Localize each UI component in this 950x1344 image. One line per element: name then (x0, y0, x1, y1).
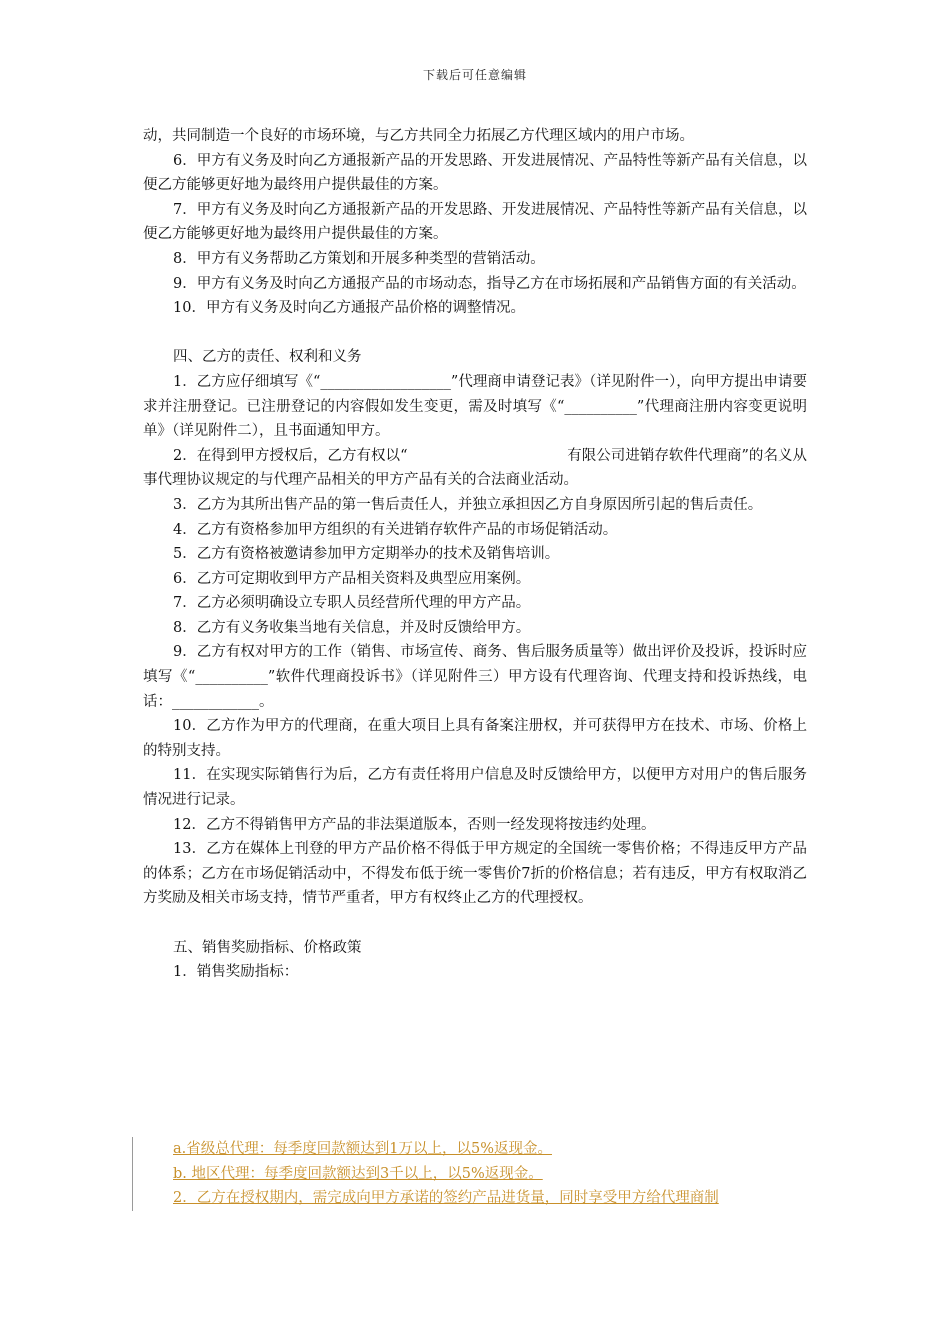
paragraph: 1．销售奖励指标： (173, 964, 299, 981)
paragraph: 7．乙方必须明确设立专职人员经营所代理的甲方产品。 (173, 595, 531, 612)
paragraph: 1．乙方应仔细填写《“__________________”代理商申请登记表》（详见附件一），向甲方提出申请要求并注册登记。已注册登记的内容假如发生变更，需及时填写《“__________”代理商注册内容变更说明单》（详见附件二），且书面通知甲方。 (143, 373, 807, 440)
tracked-change-line: 2．乙方在授权期内，需完成向甲方承诺的签约产品进货量，同时享受甲方给代理商制 (173, 1190, 719, 1207)
paragraph: 5．乙方有资格被邀请参加甲方定期举办的技术及销售培训。 (173, 546, 560, 563)
change-bar (132, 1137, 133, 1211)
paragraph: 9．甲方有义务及时向乙方通报产品的市场动态，指导乙方在市场拓展和产品销售方面的有关活动。 (173, 275, 806, 292)
paragraph: 12．乙方不得销售甲方产品的非法渠道版本，否则一经发现将按违约处理。 (173, 816, 656, 833)
paragraph: 4．乙方有资格参加甲方组织的有关进销存软件产品的市场促销活动。 (173, 521, 618, 538)
page-header: 下载后可任意编辑 (422, 68, 527, 82)
paragraph: 8．甲方有义务帮助乙方策划和开展多种类型的营销活动。 (173, 250, 545, 267)
paragraph: 3．乙方为其所出售产品的第一售后责任人，并独立承担因乙方自身原因所引起的售后责任。 (173, 496, 763, 513)
blank-line (143, 321, 807, 346)
paragraph: 10．甲方有义务及时向乙方通报产品价格的调整情况。 (173, 300, 525, 317)
paragraph: 2．在得到甲方授权后，乙方有权以“ 有限公司进销存软件代理商”的名义从事代理协议规定的与代理产品相关的甲方产品有关的合法商业活动。 (143, 447, 807, 489)
paragraph: 6．甲方有义务及时向乙方通报新产品的开发思路、开发进展情况、产品特性等新产品有关信息，以便乙方能够更好地为最终用户提供最佳的方案。 (143, 152, 807, 194)
paragraph: 8．乙方有义务收集当地有关信息，并及时反馈给甲方。 (173, 619, 531, 636)
paragraph: 11．在实现实际销售行为后，乙方有责任将用户信息及时反馈给甲方，以便甲方对用户的售后服务情况进行记录。 (143, 767, 807, 809)
section-heading: 五、销售奖励指标、价格政策 (173, 939, 362, 956)
tracked-change-line: a.省级总代理：每季度回款额达到1万以上，以5%返现金。 (173, 1141, 552, 1157)
tracked-changes (143, 1137, 807, 1211)
document-body (143, 124, 807, 985)
blank-line (143, 911, 807, 936)
paragraph: 13．乙方在媒体上刊登的甲方产品价格不得低于甲方规定的全国统一零售价格；不得违反甲方产品的体系；乙方在市场促销活动中，不得发布低于统一零售价7折的价格信息；若有违反，甲方有权取消乙方奖励及相关市场支持，情节严重者，甲方有权终止乙方的代理授权。 (143, 841, 807, 907)
paragraph: 7．甲方有义务及时向乙方通报新产品的开发思路、开发进展情况、产品特性等新产品有关信息，以便乙方能够更好地为最终用户提供最佳的方案。 (143, 201, 807, 243)
paragraph: 10．乙方作为甲方的代理商，在重大项目上具有备案注册权，并可获得甲方在技术、市场、价格上的特别支持。 (143, 718, 807, 759)
paragraph: 动，共同制造一个良好的市场环境，与乙方共同全力拓展乙方代理区域内的用户市场。 (143, 128, 694, 144)
paragraph: 9．乙方有权对甲方的工作（销售、市场宣传、商务、售后服务质量等）做出评价及投诉，投诉时应填写《“__________”软件代理商投诉书》（详见附件三）甲方设有代理咨询、代理支持和投诉热线，电话：____________。 (143, 644, 807, 710)
tracked-change-line: b. 地区代理：每季度回款额达到3千以上，以5%返现金。 (173, 1165, 543, 1182)
paragraph: 6．乙方可定期收到甲方产品相关资料及典型应用案例。 (173, 570, 531, 587)
section-heading: 四、乙方的责任、权利和义务 (173, 349, 362, 366)
